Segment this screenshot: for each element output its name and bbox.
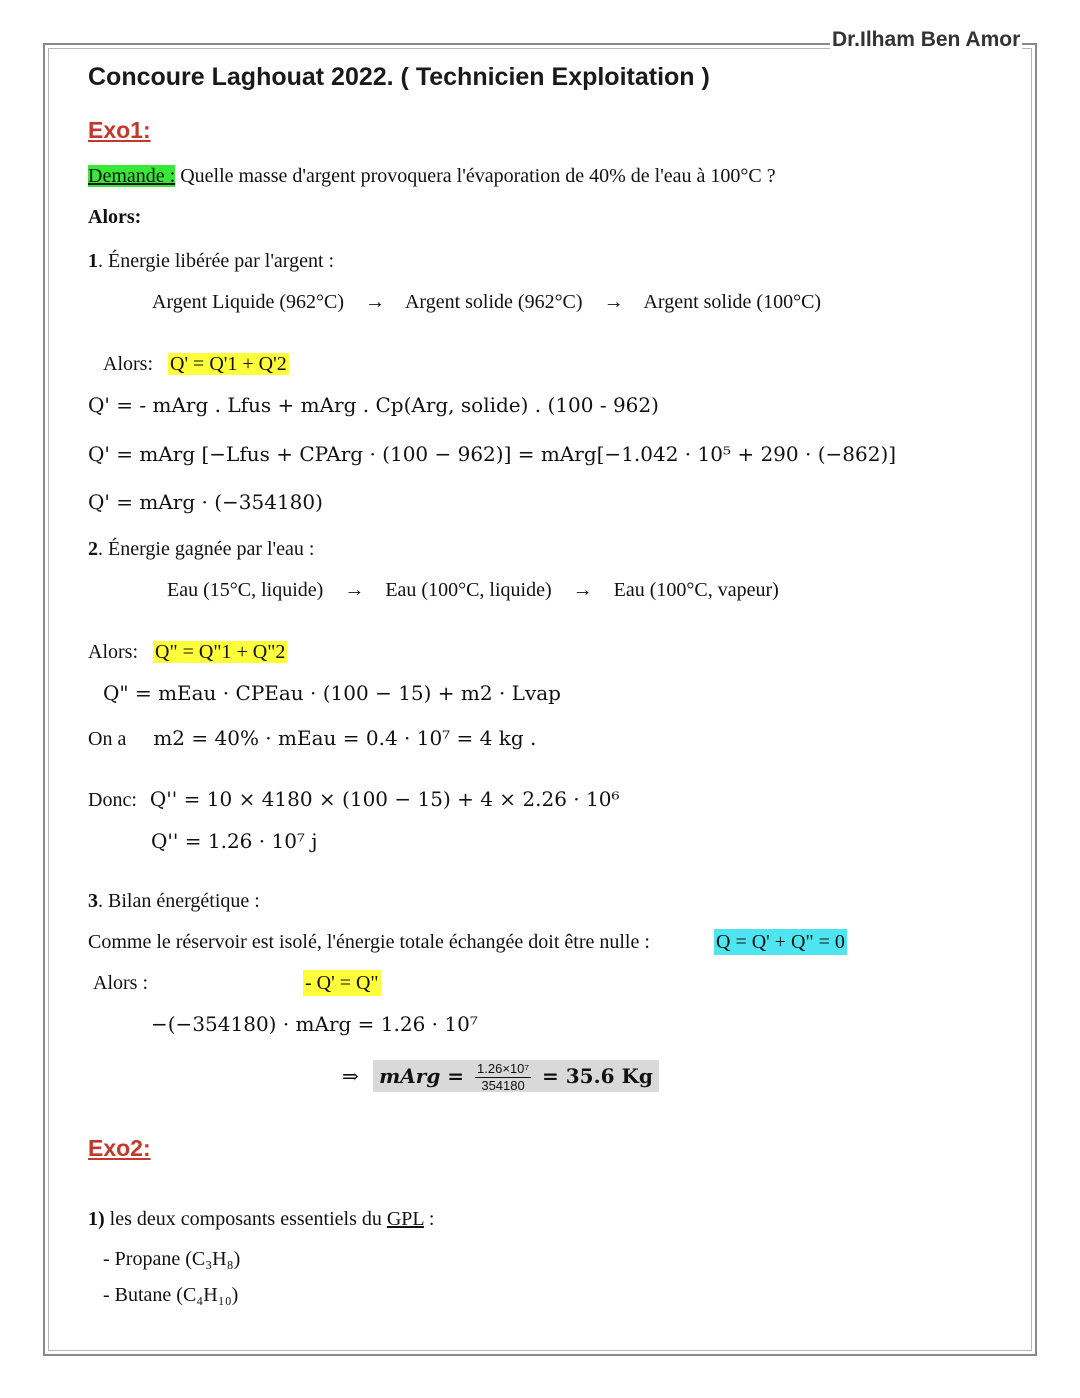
chain-step: Argent solide (100°C) [643, 291, 822, 313]
s3-text: Comme le réservoir est isolé, l'énergie totale échangée doit être nulle : [88, 931, 650, 953]
section-2-number: 2 [88, 538, 98, 560]
right-arrow-icon: → [365, 291, 386, 313]
q2-sum-line [88, 639, 287, 665]
s3-text-line [88, 929, 650, 955]
exo2-q1-colon: : [428, 1208, 435, 1230]
right-arrow-icon: → [572, 579, 593, 601]
section-2-text: . Énergie gagnée par l'eau : [98, 538, 315, 560]
right-arrow-icon: → [603, 291, 624, 313]
q2-calc-equation: Q'' = 10 × 4180 × (100 − 15) + 4 × 2.26 · 10⁶ [149, 787, 620, 811]
section-3-text: . Bilan énergétique : [98, 890, 260, 912]
chain-step: Eau (100°C, vapeur) [613, 579, 779, 601]
alors-label: Alors: [88, 206, 142, 228]
list-item: - Butane (C₄H₁₀) [103, 1284, 239, 1306]
result-denominator: 354180 [481, 1078, 525, 1093]
q2-sum-equation: Q" = Q"1 + Q"2 [155, 641, 286, 663]
demande-label: Demande : [88, 165, 176, 187]
m2-equation: m2 = 40% · mEau = 0.4 · 10⁷ = 4 kg . [153, 726, 537, 750]
q1-sum-equation: Q' = Q'1 + Q'2 [170, 353, 287, 375]
alors-label: Alors: [103, 353, 153, 375]
q2-equation-1: Q" = mEau · CPEau · (100 − 15) + m2 · Lvap [103, 681, 561, 705]
water-transformation-chain [167, 577, 779, 603]
q2-calc-line [88, 786, 620, 813]
section-1-number: 1 [88, 250, 98, 272]
exo2-question-1 [88, 1206, 434, 1232]
gpl-term: GPL [386, 1208, 424, 1230]
exo2-q1-text: les deux composants essentiels du [109, 1208, 382, 1230]
q1-equation-2: Q' = mArg [−Lfus + CPArg · (100 − 962)] = mArg[−1.042 · 10⁵ + 290 · (−862)] [88, 442, 897, 466]
alors-label: Alors: [88, 641, 138, 663]
q1-equation-1: Q' = - mArg . Lfus + mArg . Cp(Arg, solide) . (100 - 962) [88, 393, 659, 417]
on-a-label: On a [88, 728, 127, 750]
exo1-heading: Exo1: [88, 117, 151, 143]
section-3-number: 3 [88, 890, 98, 912]
section-1-title [88, 248, 334, 274]
alors-3-label: Alors : [93, 972, 148, 994]
demande-line [88, 163, 776, 189]
q2-result: Q'' = 1.26 · 10⁷ j [151, 829, 318, 853]
silver-transformation-chain [152, 289, 821, 315]
s3-equation: −(−354180) · mArg = 1.26 · 10⁷ [151, 1012, 478, 1036]
donc-label: Donc: [88, 789, 137, 811]
list-item: - Propane (C₃H₈) [103, 1248, 241, 1270]
author-name: Dr.Ilham Ben Amor [832, 28, 1021, 51]
right-arrow-icon: → [344, 579, 365, 601]
chain-step: Argent solide (962°C) [404, 291, 583, 313]
exo2-q1-number: 1) [88, 1208, 105, 1230]
result-lhs: mArg = [379, 1064, 465, 1088]
chain-step: Eau (15°C, liquide) [167, 579, 324, 601]
final-result-line [342, 1058, 659, 1094]
energy-balance-equation: Q = Q' + Q" = 0 [716, 931, 845, 953]
demande-text: Quelle masse d'argent provoquera l'évaporation de 40% de l'eau à 100°C ? [180, 165, 776, 187]
q1-sum-line [103, 351, 289, 377]
exo2-heading: Exo2: [88, 1135, 151, 1161]
implies-icon: ⇒ [342, 1064, 359, 1088]
q1-equation-3: Q' = mArg · (−354180) [88, 490, 323, 514]
section-3-title [88, 888, 260, 914]
result-numerator: 1.26×10⁷ [477, 1061, 530, 1076]
section-1-text: . Énergie libérée par l'argent : [98, 250, 335, 272]
final-result-box [373, 1060, 659, 1092]
page-title: Concoure Laghouat 2022. ( Technicien Exploitation ) [88, 63, 710, 91]
m2-line [88, 725, 536, 752]
section-2-title [88, 536, 314, 562]
q-equality-equation: - Q' = Q" [305, 972, 379, 994]
chain-step: Eau (100°C, liquide) [385, 579, 552, 601]
result-rhs: = 35.6 Kg [542, 1064, 653, 1088]
chain-step: Argent Liquide (962°C) [152, 291, 345, 313]
result-fraction [475, 1061, 531, 1094]
